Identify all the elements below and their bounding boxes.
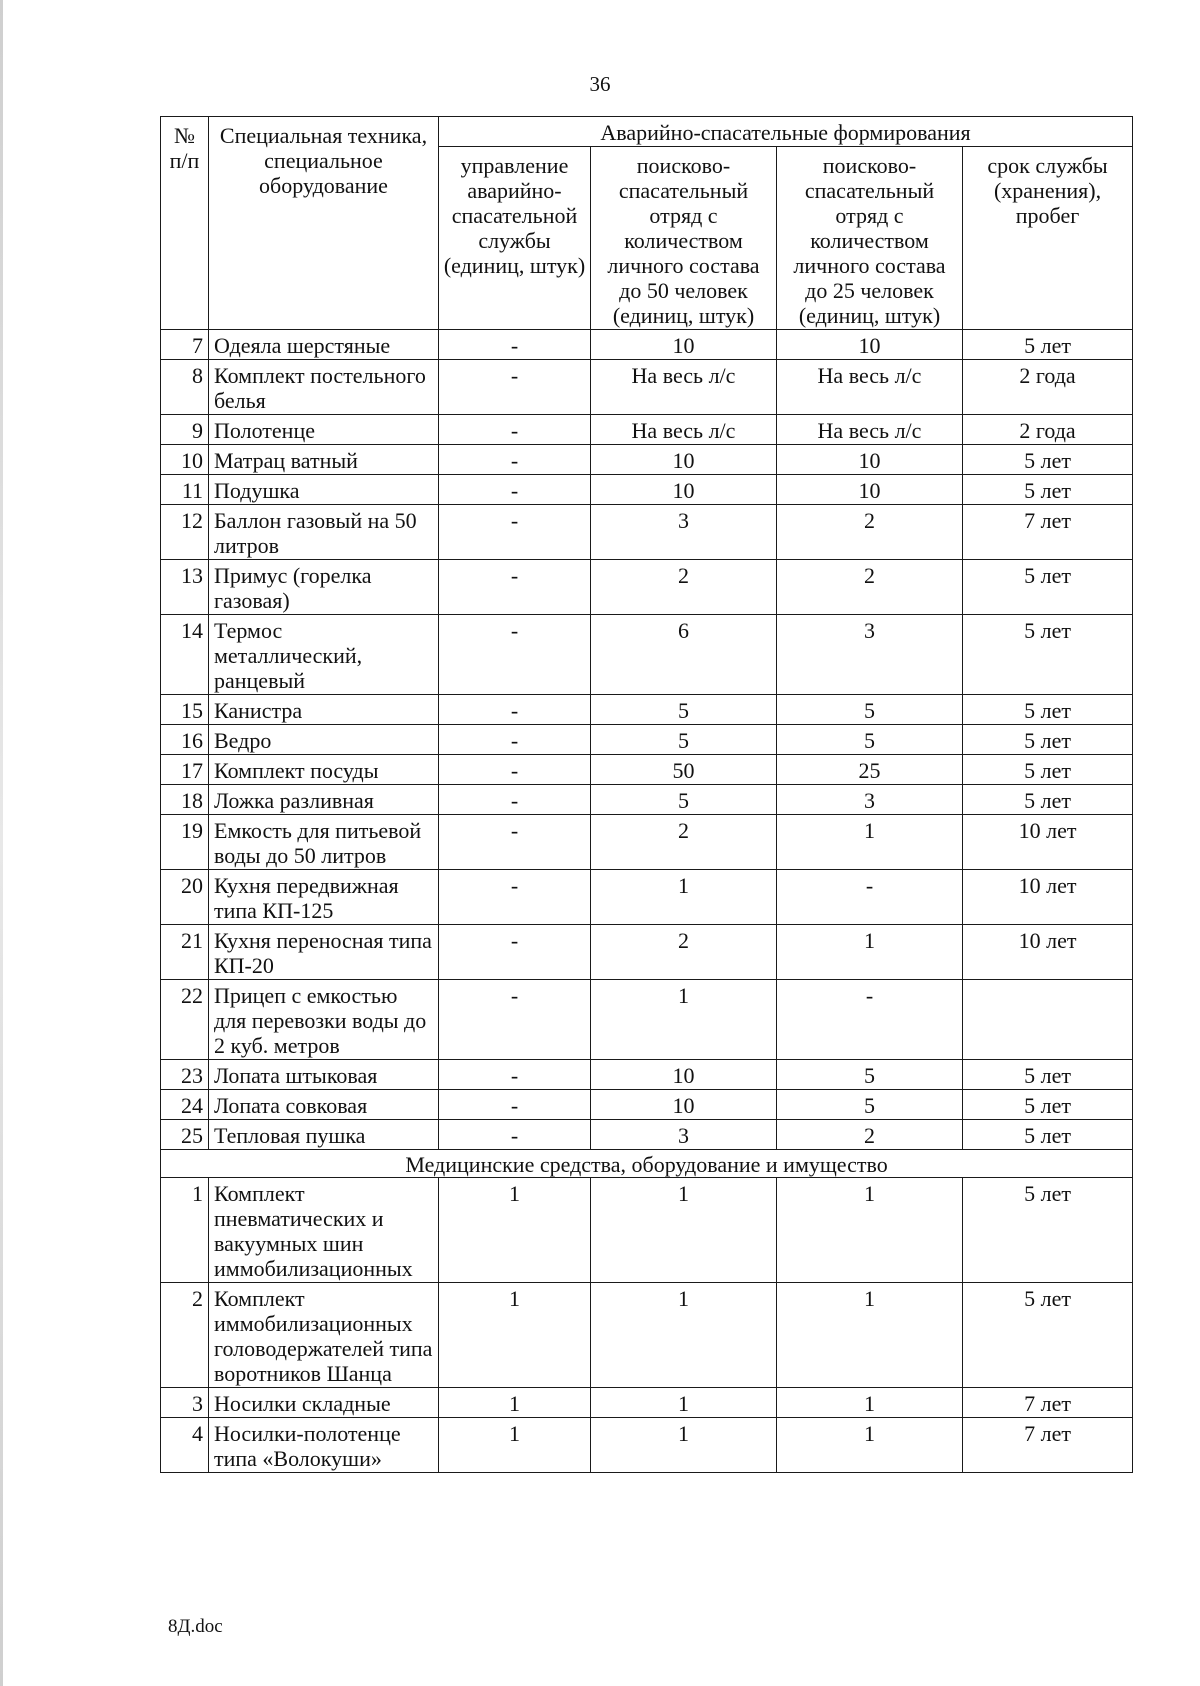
row-squad-25-qty: 5 [777, 1090, 963, 1120]
row-number: 20 [161, 870, 209, 925]
table-row [161, 1090, 1133, 1120]
table-row [161, 330, 1133, 360]
row-equipment-name: Канистра [209, 695, 439, 725]
row-service-term: 5 лет [963, 330, 1133, 360]
row-service-term: 5 лет [963, 475, 1133, 505]
row-number: 11 [161, 475, 209, 505]
row-service-term: 5 лет [963, 560, 1133, 615]
row-management-qty: - [439, 1060, 591, 1090]
row-service-term: 7 лет [963, 1418, 1133, 1473]
row-squad-50-qty: 6 [591, 615, 777, 695]
row-equipment-name: Емкость для питьевой воды до 50 литров [209, 815, 439, 870]
table-row [161, 415, 1133, 445]
row-number: 14 [161, 615, 209, 695]
row-squad-50-qty: 1 [591, 1178, 777, 1283]
row-squad-25-qty: 25 [777, 755, 963, 785]
row-equipment-name: Носилки складные [209, 1388, 439, 1418]
row-management-qty: - [439, 330, 591, 360]
row-squad-25-qty: 10 [777, 475, 963, 505]
row-number: 7 [161, 330, 209, 360]
row-number: 10 [161, 445, 209, 475]
row-squad-25-qty: 10 [777, 445, 963, 475]
medical-section [161, 1150, 1133, 1178]
row-service-term [963, 980, 1133, 1060]
header-row-1 [161, 117, 1133, 147]
row-service-term: 5 лет [963, 445, 1133, 475]
row-squad-25-qty: 1 [777, 815, 963, 870]
row-squad-25-qty: 1 [777, 1388, 963, 1418]
header-group-rescue-units: Аварийно-спасательные формирования [439, 117, 1133, 147]
row-management-qty: - [439, 785, 591, 815]
table-row [161, 1388, 1133, 1418]
row-squad-50-qty: 3 [591, 1120, 777, 1150]
row-number: 22 [161, 980, 209, 1060]
table-row [161, 1283, 1133, 1388]
row-equipment-name: Ведро [209, 725, 439, 755]
row-service-term: 5 лет [963, 725, 1133, 755]
row-equipment-name: Комплект иммобилизационных головодержателей типа воротников Шанца [209, 1283, 439, 1388]
row-equipment-name: Полотенце [209, 415, 439, 445]
row-equipment-name: Баллон газовый на 50 литров [209, 505, 439, 560]
row-number: 16 [161, 725, 209, 755]
row-service-term: 5 лет [963, 1060, 1133, 1090]
row-management-qty: - [439, 475, 591, 505]
table-row [161, 1120, 1133, 1150]
table-row [161, 1418, 1133, 1473]
row-squad-25-qty: 3 [777, 615, 963, 695]
row-equipment-name: Примус (горелка газовая) [209, 560, 439, 615]
row-squad-50-qty: 50 [591, 755, 777, 785]
row-equipment-name: Комплект пневматических и вакуумных шин иммобилизационных [209, 1178, 439, 1283]
row-management-qty: - [439, 870, 591, 925]
row-number: 18 [161, 785, 209, 815]
medical-rows [161, 1178, 1133, 1473]
row-squad-25-qty: 2 [777, 1120, 963, 1150]
header-squad-50: поисково-спасательный отряд с количеством личного состава до 50 человек (единиц, штук) [591, 147, 777, 330]
row-management-qty: - [439, 445, 591, 475]
row-squad-25-qty: - [777, 980, 963, 1060]
row-squad-25-qty: 2 [777, 560, 963, 615]
equipment-table [160, 116, 1133, 1473]
row-equipment-name: Носилки-полотенце типа «Волокуши» [209, 1418, 439, 1473]
table-row [161, 475, 1133, 505]
row-management-qty: - [439, 1090, 591, 1120]
table-row [161, 870, 1133, 925]
row-number: 23 [161, 1060, 209, 1090]
row-equipment-name: Лопата штыковая [209, 1060, 439, 1090]
row-service-term: 5 лет [963, 695, 1133, 725]
row-squad-25-qty: - [777, 870, 963, 925]
row-squad-25-qty: На весь л/с [777, 360, 963, 415]
row-equipment-name: Подушка [209, 475, 439, 505]
row-equipment-name: Тепловая пушка [209, 1120, 439, 1150]
table-row [161, 925, 1133, 980]
row-squad-50-qty: 5 [591, 695, 777, 725]
row-squad-50-qty: 1 [591, 1283, 777, 1388]
row-equipment-name: Комплект посуды [209, 755, 439, 785]
row-squad-25-qty: 1 [777, 1178, 963, 1283]
row-squad-50-qty: 10 [591, 475, 777, 505]
row-management-qty: - [439, 725, 591, 755]
row-management-qty: 1 [439, 1178, 591, 1283]
row-squad-50-qty: 2 [591, 560, 777, 615]
row-service-term: 5 лет [963, 615, 1133, 695]
row-equipment-name: Кухня переносная типа КП-20 [209, 925, 439, 980]
row-service-term: 10 лет [963, 815, 1133, 870]
row-service-term: 10 лет [963, 925, 1133, 980]
row-number: 21 [161, 925, 209, 980]
row-squad-25-qty: 3 [777, 785, 963, 815]
header-number: № п/п [161, 117, 209, 330]
header-squad-25: поисково-спасательный отряд с количеством личного состава до 25 человек (единиц, штук) [777, 147, 963, 330]
row-squad-25-qty: На весь л/с [777, 415, 963, 445]
row-squad-25-qty: 1 [777, 1283, 963, 1388]
equipment-rows [161, 330, 1133, 1150]
row-squad-50-qty: 1 [591, 870, 777, 925]
row-management-qty: 1 [439, 1388, 591, 1418]
table-row [161, 815, 1133, 870]
row-squad-50-qty: 1 [591, 1388, 777, 1418]
row-equipment-name: Термос металлический, ранцевый [209, 615, 439, 695]
table-row [161, 505, 1133, 560]
row-equipment-name: Лопата совковая [209, 1090, 439, 1120]
table-row [161, 445, 1133, 475]
row-squad-25-qty: 2 [777, 505, 963, 560]
row-service-term: 5 лет [963, 1283, 1133, 1388]
table-row [161, 695, 1133, 725]
row-squad-50-qty: 1 [591, 980, 777, 1060]
row-squad-50-qty: 10 [591, 1060, 777, 1090]
row-service-term: 5 лет [963, 785, 1133, 815]
table-row [161, 725, 1133, 755]
row-number: 4 [161, 1418, 209, 1473]
table-row [161, 360, 1133, 415]
row-squad-25-qty: 1 [777, 925, 963, 980]
header-service-term: срок службы (хранения), пробег [963, 147, 1133, 330]
row-squad-50-qty: 5 [591, 785, 777, 815]
row-squad-25-qty: 10 [777, 330, 963, 360]
row-equipment-name: Комплект постельного белья [209, 360, 439, 415]
row-number: 12 [161, 505, 209, 560]
row-equipment-name: Прицеп с емкостью для перевозки воды до 2 куб. метров [209, 980, 439, 1060]
row-service-term: 5 лет [963, 1120, 1133, 1150]
table-row [161, 1060, 1133, 1090]
row-number: 13 [161, 560, 209, 615]
row-number: 8 [161, 360, 209, 415]
scan-edge-shadow [0, 0, 3, 1686]
row-number: 15 [161, 695, 209, 725]
section-title: Медицинские средства, оборудование и имущество [161, 1150, 1133, 1178]
row-service-term: 2 года [963, 360, 1133, 415]
row-squad-50-qty: 10 [591, 445, 777, 475]
row-number: 19 [161, 815, 209, 870]
header-management: управление аварийно-спасательной службы (единиц, штук) [439, 147, 591, 330]
row-management-qty: 1 [439, 1283, 591, 1388]
row-management-qty: - [439, 360, 591, 415]
row-squad-50-qty: 3 [591, 505, 777, 560]
row-number: 1 [161, 1178, 209, 1283]
row-management-qty: - [439, 980, 591, 1060]
row-equipment-name: Ложка разливная [209, 785, 439, 815]
table-row [161, 560, 1133, 615]
header-equipment-name: Специальная техника, специальное оборудование [209, 117, 439, 330]
row-management-qty: - [439, 415, 591, 445]
row-management-qty: - [439, 1120, 591, 1150]
row-service-term: 10 лет [963, 870, 1133, 925]
row-equipment-name: Матрац ватный [209, 445, 439, 475]
row-service-term: 2 года [963, 415, 1133, 445]
row-management-qty: 1 [439, 1418, 591, 1473]
row-number: 3 [161, 1388, 209, 1418]
row-number: 17 [161, 755, 209, 785]
row-service-term: 5 лет [963, 755, 1133, 785]
row-service-term: 5 лет [963, 1178, 1133, 1283]
row-squad-50-qty: 1 [591, 1418, 777, 1473]
table-row [161, 1178, 1133, 1283]
row-management-qty: - [439, 815, 591, 870]
row-number: 2 [161, 1283, 209, 1388]
row-squad-50-qty: 10 [591, 1090, 777, 1120]
document-filename: 8Д.doc [168, 1616, 223, 1637]
row-squad-25-qty: 1 [777, 1418, 963, 1473]
row-service-term: 7 лет [963, 1388, 1133, 1418]
row-management-qty: - [439, 615, 591, 695]
row-number: 9 [161, 415, 209, 445]
row-squad-25-qty: 5 [777, 725, 963, 755]
row-equipment-name: Кухня передвижная типа КП-125 [209, 870, 439, 925]
row-squad-50-qty: 2 [591, 815, 777, 870]
row-squad-50-qty: На весь л/с [591, 415, 777, 445]
row-number: 24 [161, 1090, 209, 1120]
table-row [161, 755, 1133, 785]
row-squad-50-qty: 10 [591, 330, 777, 360]
row-squad-25-qty: 5 [777, 1060, 963, 1090]
row-squad-50-qty: 5 [591, 725, 777, 755]
row-management-qty: - [439, 925, 591, 980]
row-squad-50-qty: На весь л/с [591, 360, 777, 415]
row-management-qty: - [439, 755, 591, 785]
table-row [161, 785, 1133, 815]
table-row [161, 980, 1133, 1060]
row-management-qty: - [439, 505, 591, 560]
row-service-term: 5 лет [963, 1090, 1133, 1120]
row-equipment-name: Одеяла шерстяные [209, 330, 439, 360]
row-squad-25-qty: 5 [777, 695, 963, 725]
table-row [161, 615, 1133, 695]
equipment-table-container [160, 116, 1132, 1473]
row-squad-50-qty: 2 [591, 925, 777, 980]
section-header-row [161, 1150, 1133, 1178]
page-number: 36 [589, 72, 611, 96]
row-management-qty: - [439, 695, 591, 725]
row-management-qty: - [439, 560, 591, 615]
row-service-term: 7 лет [963, 505, 1133, 560]
row-number: 25 [161, 1120, 209, 1150]
